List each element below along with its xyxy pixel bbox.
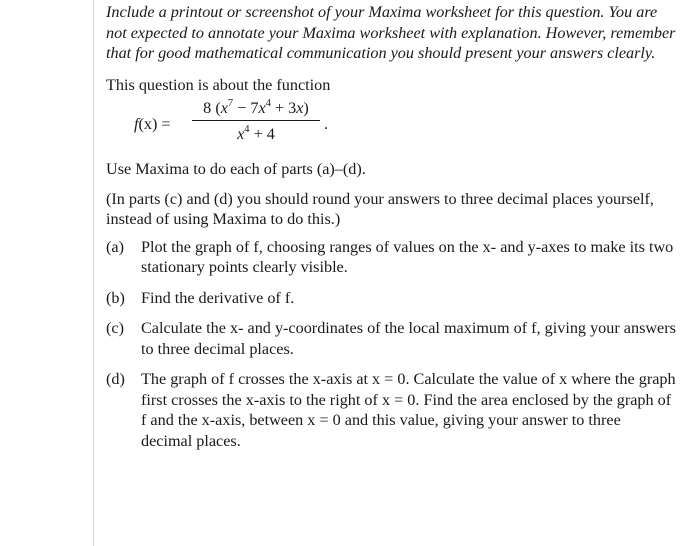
question-content [106, 2, 676, 461]
formula-fraction [192, 97, 320, 145]
part-label: (c) [106, 319, 124, 337]
question-lead: This question is about the function [106, 75, 331, 94]
part-d [106, 369, 676, 451]
part-label: (b) [106, 288, 125, 307]
fraction-bar [192, 120, 320, 121]
intro-instructions: Include a printout or screenshot of your Maxima worksheet for this question. You are not expected to annotate your Maxima worksheet with explanation. However, remember that for good mathematical communication you should present your answers clearly. [106, 3, 676, 62]
part-c [106, 318, 676, 359]
part-label: (a) [106, 237, 124, 256]
formula-numerator: 8 $(x^7 - 7x^4 + 3x)$ [203, 97, 309, 117]
part-text: Plot the graph of f, choosing ranges of values on the x- and y-axes to make its two stationary points clearly visible. [141, 237, 674, 276]
part-b [106, 288, 676, 309]
part-text: The graph of f crosses the x-axis at x = 0. Calculate the value of x where the graph first crosses the x-axis to the right of x = 0. Find the area enclosed by the graph of f and the x-axis, between x = 0 and this value, giving your answer to three decimal places. [141, 370, 676, 450]
maxima-instruction: Use Maxima to do each of parts (a)–(d). [106, 160, 366, 178]
rounding-note: (In parts (c) and (d) you should round your answers to three decimal places yourself, instead of using Maxima to do this.) [106, 189, 654, 228]
formula-denominator: $x^4 + 4$ [237, 123, 275, 143]
part-text: Calculate the x- and y-coordinates of the local maximum of f, giving your answers to three decimal places. [141, 319, 676, 358]
question-parts [106, 237, 676, 452]
part-a [106, 237, 676, 278]
formula-lhs: f(x) = [134, 115, 171, 133]
function-formula [106, 97, 676, 153]
left-margin-line [93, 0, 94, 546]
part-label: (d) [106, 370, 125, 388]
part-text: Find the derivative of f. [141, 288, 295, 307]
formula-period: . [324, 115, 329, 133]
